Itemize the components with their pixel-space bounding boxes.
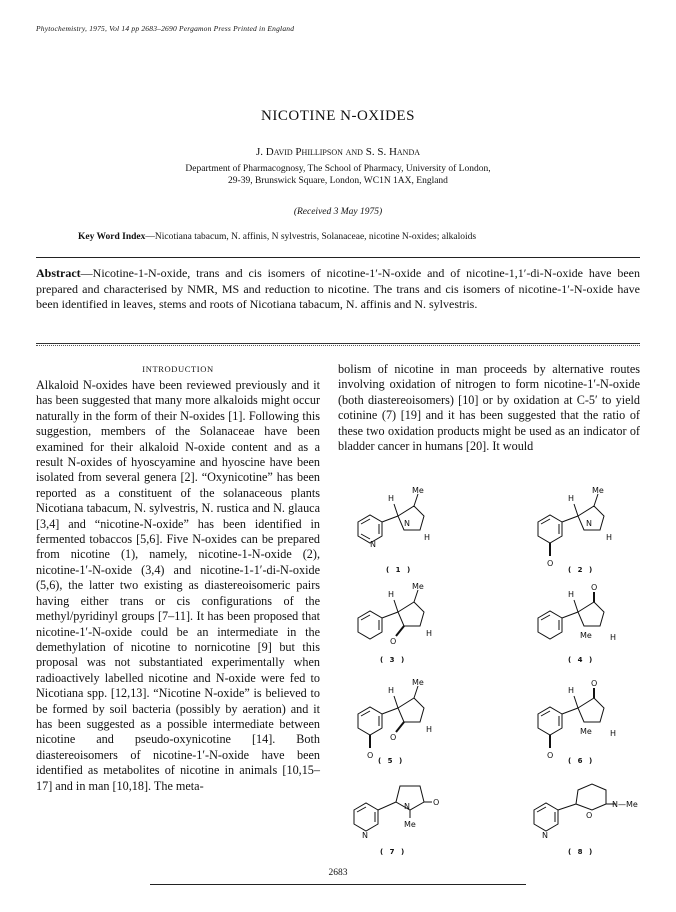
keywords-text: —Nicotiana tabacum, N. affinis, N sylvestris, Solanaceae, nicotine N-oxides; alkaloids [145, 232, 477, 242]
affiliation-line-1: Department of Pharmacognosy, The School of Pharmacy, University of London, [185, 164, 491, 174]
compound-label-8: ( 8 ) [568, 848, 595, 856]
structure-5 [340, 678, 470, 760]
atom-h: H [606, 533, 613, 542]
atom-me: Me [580, 631, 592, 640]
compound-label-4: ( 4 ) [568, 656, 595, 664]
atom-o: O [547, 751, 554, 760]
structure-1 [340, 486, 470, 568]
atom-o: O [390, 733, 397, 742]
atom-h: H [388, 494, 395, 503]
atom-h: H [426, 629, 433, 638]
atom-me: Me [580, 727, 592, 736]
page-number: 2683 [328, 868, 348, 878]
body-text-left: Alkaloid N-oxides have been reviewed previously and it has been suggested that many more alkaloids might occur naturally in the form of their N-oxides [1]. Following this suggestion, members of the Solanaceae have been examined for their alkaloid N-oxide content and as a result N-oxides of hyoscyamine and hyoscine have been isolated from several genera [2]. “Oxynicotine” has been reported as a constituent of the solanaceous plants Nicotiana tabacum, N. sylvestris, N. rustica and N. glauca [3,4] and “nicotine-N-oxide” has been identified in fermented tobaccos [5,6]. Five N-oxides can be prepared from nicotine (1), namely, nicotine-1-N-oxide (2), nicotine-1′-N-oxide (3,4) and nicotine-1-1′-di-N-oxide (5,6), the latter two existing as diastereoisomeric pairs having either trans or cis configurations of the methyl/pyridinyl groups [7–11]. It has been proposed that nicotine-1′-N-oxide could be an intermediate in the demethylation of nicotine to nornicotine [9] but this proposal was not substantiated experimentally when radioactively labelled nicotine and N-oxide were fed to Nicotiana spp. [12,13]. “Nicotine N-oxide” is believed to be formed by soil bacteria (possibly by aeration) and it has been suggested as a possible intermediate between nicotine and pseudo-oxynicotine [14]. Both diastereoisomers of nicotine-1′-N-oxide have been identified as metabolites of nicotine in animals [10,15–17] and in man [10,18]. The meta- [36, 378, 320, 793]
compound-label-7: ( 7 ) [380, 848, 407, 856]
divider-top [36, 257, 640, 258]
atom-o: O [390, 637, 397, 646]
atom-o: O [547, 559, 554, 568]
atom-o: O [433, 798, 440, 807]
paper-title: NICOTINE N-OXIDES [261, 108, 415, 124]
atom-me: Me [412, 678, 424, 687]
atom-h: H [610, 729, 617, 738]
atom-n: N [404, 519, 410, 528]
atom-h: H [610, 633, 617, 642]
affiliation-line-2: 29-39, Brunswick Square, London, WC1N 1AX, England [228, 176, 448, 186]
divider-bottom [36, 343, 640, 344]
keyword-index [78, 232, 476, 242]
atom-n: N [542, 831, 548, 840]
structure-3 [340, 582, 470, 664]
atom-h: H [568, 494, 575, 503]
compound-label-6: ( 6 ) [568, 757, 595, 765]
compound-label-5: ( 5 ) [378, 757, 405, 765]
atom-n-me: N—Me [612, 800, 638, 809]
structure-8 [520, 776, 660, 846]
keywords-label: Key Word Index [78, 232, 146, 242]
atom-o: O [367, 751, 374, 760]
atom-o: O [591, 679, 598, 688]
atom-h: H [568, 590, 575, 599]
abstract-label: Abstract [36, 266, 81, 280]
atom-h: H [388, 686, 395, 695]
footer-rule [150, 884, 526, 885]
abstract-text: —Nicotine-1-N-oxide, trans and cis isomers of nicotine-1′-N-oxide and of nicotine-1,1′-di-N-oxide have been prepared and characterised by NMR, MS and reduction to nicotine. The trans and cis isomers of nicotine-1′-N-oxide have been identified in leaves, stems and roots of Nicotiana tabacum, N. affinis and N. sylvestris. [36, 266, 640, 311]
atom-n: N [370, 540, 376, 549]
authors: J. David Phillipson and S. S. Handa [255, 146, 420, 158]
affiliation [0, 163, 676, 187]
structure-7 [340, 776, 470, 846]
structure-6 [520, 678, 640, 760]
atom-h: H [426, 725, 433, 734]
atom-h: H [388, 590, 395, 599]
atom-me: Me [412, 486, 424, 495]
compound-label-1: ( 1 ) [386, 566, 413, 574]
atom-me: Me [592, 486, 604, 495]
atom-h: H [568, 686, 575, 695]
compound-label-3: ( 3 ) [380, 656, 407, 664]
atom-o: O [586, 811, 593, 820]
divider-bottom-dotted [36, 345, 640, 346]
body-text-right: bolism of nicotine in man proceeds by alternative routes involving oxidation of nitrogen to form nicotine-1′-N-oxide (both diastereoisomers) [10] or by oxidation at C-5′ to yield cotinine (7) [19] and it has been suggested that the ratio of these two oxidation products might be used as an indicator of bladder cancer in humans [20]. It would [338, 362, 640, 454]
received-date: (Received 3 May 1975) [293, 207, 383, 217]
atom-n: N [404, 802, 410, 811]
abstract [36, 266, 640, 313]
atom-o: O [591, 583, 598, 592]
atom-n: N [586, 519, 592, 528]
structure-2 [520, 486, 640, 568]
atom-h: H [424, 533, 431, 542]
journal-header: Phytochemistry, 1975, Vol 14 pp 2683–2690 Pergamon Press Printed in England [36, 24, 295, 33]
atom-me: Me [412, 582, 424, 591]
section-heading: INTRODUCTION [142, 364, 214, 374]
structure-4 [520, 582, 640, 664]
atom-n: N [362, 831, 368, 840]
atom-me: Me [404, 820, 416, 829]
compound-label-2: ( 2 ) [568, 566, 595, 574]
